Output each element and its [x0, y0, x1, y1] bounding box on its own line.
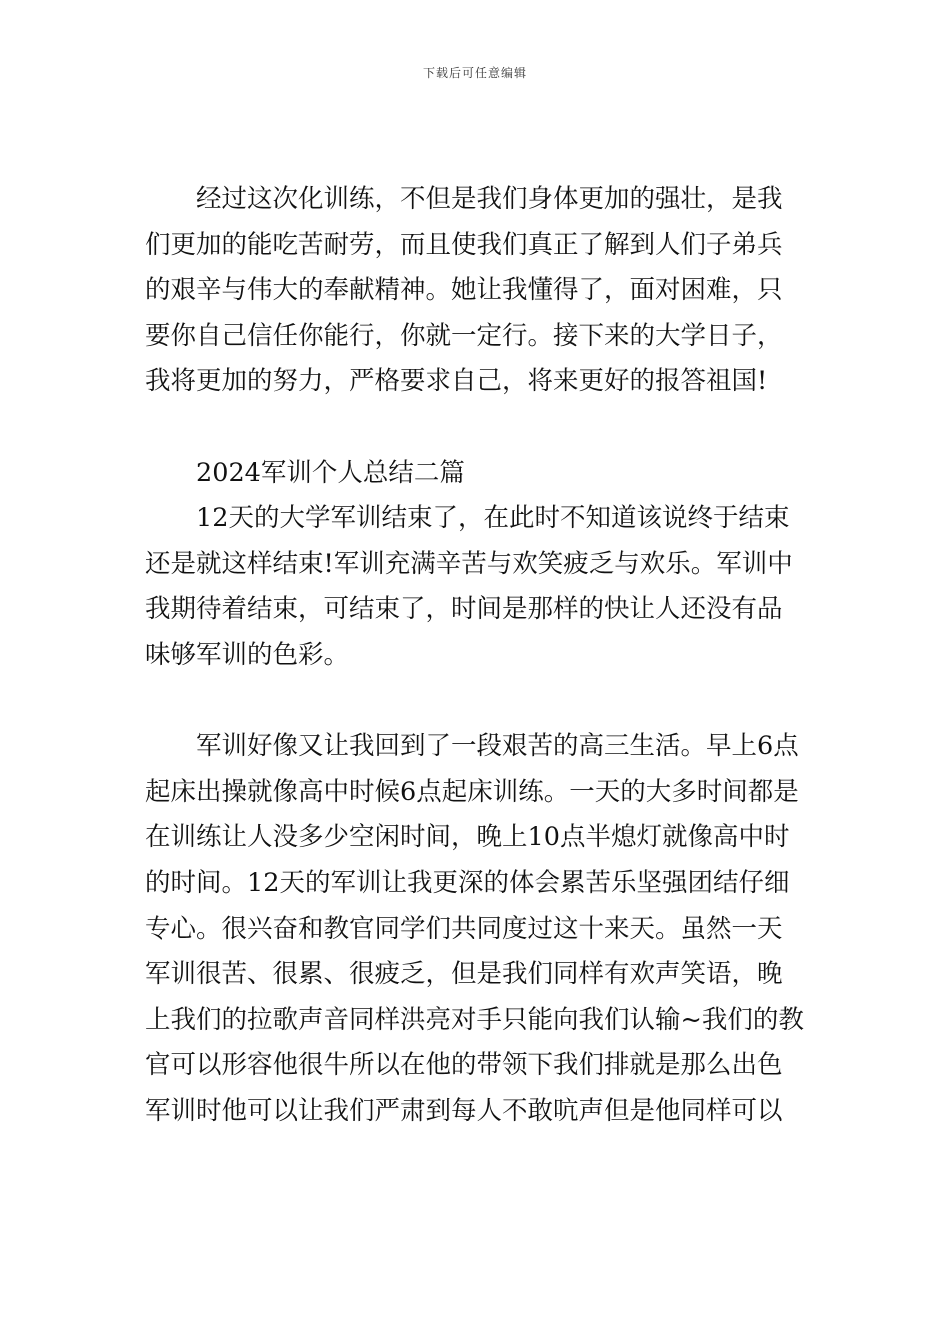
- paragraph-gap: [145, 679, 810, 725]
- paragraph-line: 味够军训的色彩。: [145, 639, 350, 670]
- paragraph-line: 还是就这样结束!军训充满辛苦与欢笑疲乏与欢乐。军训中: [145, 548, 793, 579]
- paragraph-line: 我期待着结束，可结束了，时间是那样的快让人还没有品: [145, 594, 783, 625]
- paragraph-line: 军训好像又让我回到了一段艰苦的高三生活。早上6点: [196, 731, 799, 762]
- paragraph-line: 上我们的拉歌声音同样洪亮对手只能向我们认输~我们的教: [145, 1004, 804, 1035]
- document-body: [145, 177, 810, 1134]
- paragraph-line: 经过这次化训练，不但是我们身体更加的强壮，是我: [196, 184, 783, 214]
- section-heading: 2024军训个人总结二篇: [196, 457, 465, 488]
- paragraph-line: 官可以形容他很牛所以在他的带领下我们排就是那么出色: [145, 1050, 783, 1081]
- paragraph-line: 起床出操就像高中时候6点起床训练。一天的大多时间都是: [145, 776, 799, 807]
- paragraph-line: 军训时他可以让我们严肃到每人不敢吭声但是他同样可以: [145, 1095, 783, 1126]
- paragraph-line: 军训很苦、很累、很疲乏，但是我们同样有欢声笑语，晚: [145, 959, 783, 990]
- paragraph-line: 们更加的能吃苦耐劳，而且使我们真正了解到人们子弟兵: [145, 229, 783, 260]
- page-header: 下载后可任意编辑: [422, 66, 527, 80]
- paragraph-gap: [145, 405, 810, 451]
- paragraph-line: 要你自己信任你能行，你就一定行。接下来的大学日子，: [145, 320, 783, 351]
- paragraph-line: 的艰辛与伟大的奉献精神。她让我懂得了，面对困难，只: [145, 275, 783, 306]
- paragraph-line: 在训练让人没多少空闲时间，晚上10点半熄灯就像高中时: [145, 822, 790, 853]
- paragraph-line: 我将更加的努力，严格要求自己，将来更好的报答祖国!: [145, 366, 768, 397]
- paragraph-line: 专心。很兴奋和教官同学们共同度过这十来天。虽然一天: [145, 913, 783, 944]
- paragraph-line: 的时间。12天的军训让我更深的体会累苦乐坚强团结仔细: [145, 867, 790, 898]
- paragraph-line: 12天的大学军训结束了，在此时不知道该说终于结束: [196, 503, 790, 534]
